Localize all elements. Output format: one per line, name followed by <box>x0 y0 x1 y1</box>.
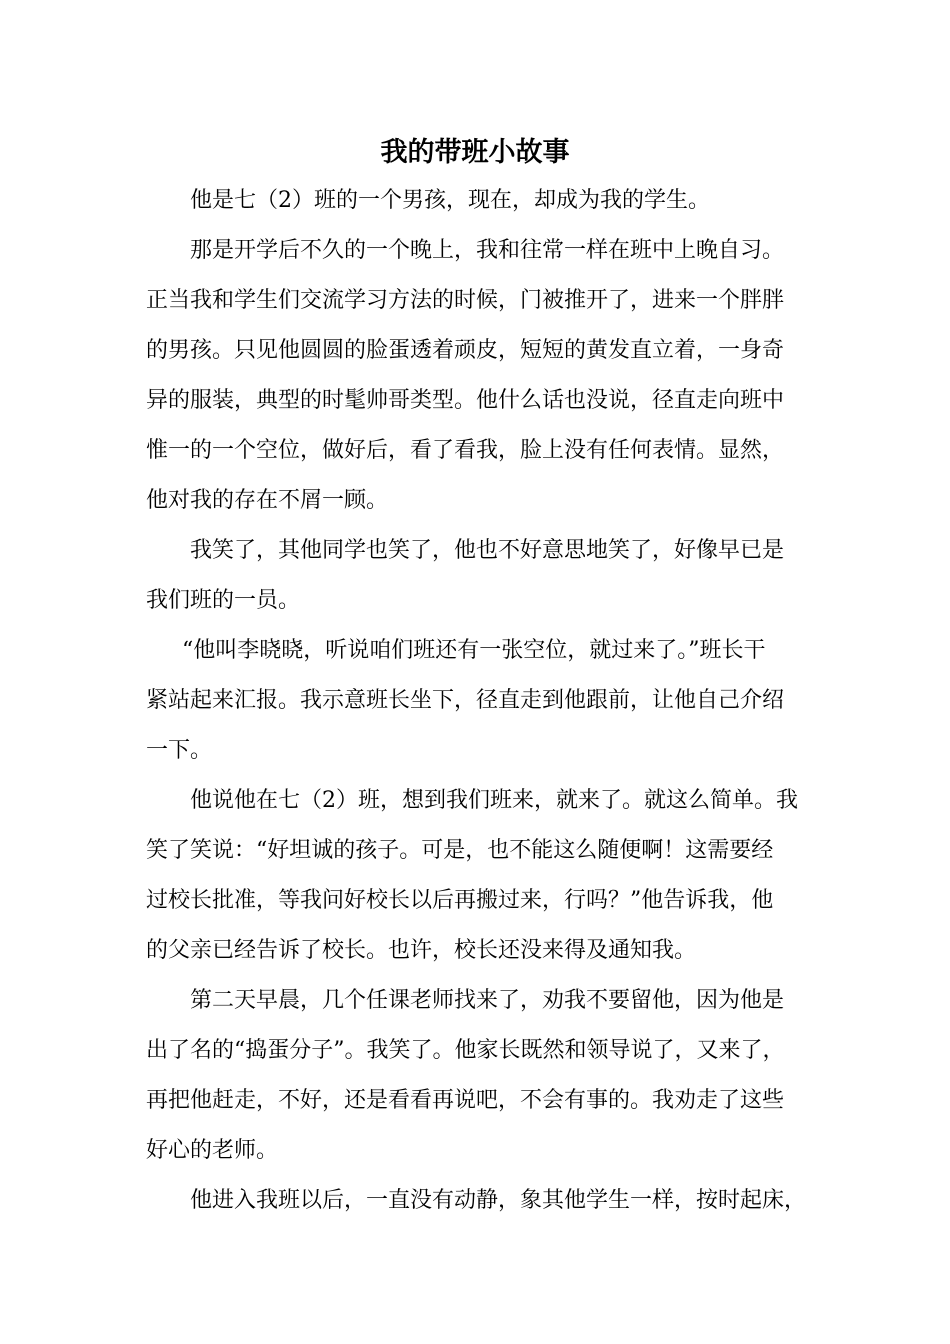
text-line: 好心的老师。 <box>146 1138 279 1163</box>
text-line: 惟一的一个空位，做好后，看了看我，脸上没有任何表情。显然， <box>146 438 785 463</box>
text-line: 第二天早晨，几个任课老师找来了，劝我不要留他，因为他是 <box>190 988 785 1013</box>
document-title: 我的带班小故事 <box>380 137 570 168</box>
text-line: 我们班的一员。 <box>146 588 301 613</box>
text-line: 他是七（2）班的一个男孩，现在，却成为我的学生。 <box>190 188 710 213</box>
text-line: 笑了笑说：“好坦诚的孩子。可是，也不能这么随便啊！这需要经 <box>146 838 774 863</box>
text-line: 异的服装，典型的时髦帅哥类型。他什么话也没说，径直走向班中 <box>146 388 785 413</box>
text-line: 一下。 <box>146 738 213 763</box>
text-line: 紧站起来汇报。我示意班长坐下，径直走到他跟前，让他自己介绍 <box>146 688 785 713</box>
text-line: “他叫李晓晓，听说咱们班还有一张空位，就过来了。”班长干 <box>182 638 766 663</box>
text-line: 过校长批准，等我问好校长以后再搬过来，行吗？”他告诉我，他 <box>146 888 774 913</box>
text-line: 他说他在七（2）班，想到我们班来，就来了。就这么简单。我 <box>190 788 798 813</box>
text-line: 那是开学后不久的一个晚上，我和往常一样在班中上晚自习。 <box>190 238 785 263</box>
text-line: 他对我的存在不屑一顾。 <box>146 488 389 513</box>
text-line: 再把他赶走，不好，还是看看再说吧，不会有事的。我劝走了这些 <box>146 1088 785 1113</box>
text-line: 的父亲已经告诉了校长。也许，校长还没来得及通知我。 <box>146 938 697 963</box>
text-line: 的男孩。只见他圆圆的脸蛋透着顽皮，短短的黄发直立着，一身奇 <box>146 338 785 363</box>
text-line: 他进入我班以后，一直没有动静，象其他学生一样，按时起床， <box>190 1188 807 1213</box>
text-line: 出了名的“捣蛋分子”。我笑了。他家长既然和领导说了，又来了， <box>146 1038 785 1063</box>
text-line: 正当我和学生们交流学习方法的时候，门被推开了，进来一个胖胖 <box>146 288 785 313</box>
text-line: 我笑了，其他同学也笑了，他也不好意思地笑了，好像早已是 <box>190 538 785 563</box>
